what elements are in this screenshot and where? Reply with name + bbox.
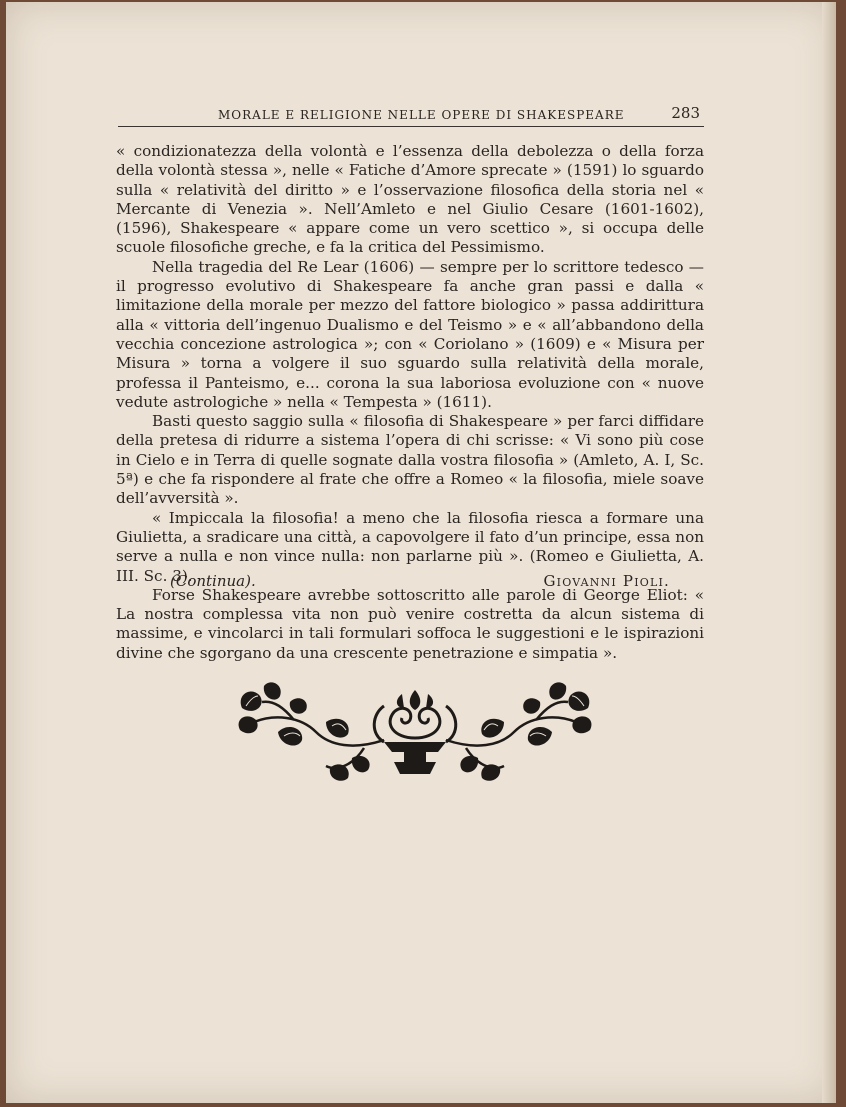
paragraph: « Impiccala la filosofia! a meno che la filosofia riesca a formare una Giulietta, a sradicare una città, a capovolgere il fato d’un principe, essa non serve a nulla e non vince nulla: non parlarne più ». (Romeo e Giulietta, A. III. Sc. 3). bbox=[116, 508, 704, 585]
paragraph: « condizionatezza della volontà e l’essenza della debolezza o della forza della volontà stessa », nelle « Fatiche d’Amore sprecate » (1591) lo sguardo sulla « relatività del diritto » e l’osservazione filosofica della storia nel « Mercante di Venezia ». Nell’Amleto e nel Giulio Cesare (1601-1602), (1596), Shakespeare « appare come un vero scettico », si occupa delle scuole filosofiche greche, e fa la critica del Pessimismo. bbox=[116, 142, 704, 257]
paragraph: Basti questo saggio sulla « filosofia di Shakespeare » per farci diffidare della pretesa di ridurre a sistema l’opera di chi scrisse: « Vi sono più cose in Cielo e in Terra di quelle sognate dalla vostra filosofia » (Amleto, A. I, Sc. 5ª) e che fa rispondere al frate che offre a Romeo « la filosofia, miele soave dell’avversità ». bbox=[116, 412, 704, 508]
paragraph: Forse Shakespeare avrebbe sottoscritto alle parole di George Eliot: « La nostra complessa vita non può venire costretta da alcun sistema di massime, e vincolarci in tali formulari soffoca le suggestioni e le ispirazioni divine che sgorgano da una crescente penetrazione e simpatia ». bbox=[116, 585, 704, 662]
author-signature: Giovanni Pioli. bbox=[543, 572, 670, 590]
page-edge bbox=[822, 2, 836, 1103]
floral-lamp-ornament-icon bbox=[234, 680, 596, 784]
signature-line bbox=[116, 570, 704, 592]
paragraph: Nella tragedia del Re Lear (1606) — sempre per lo scrittore tedesco — il progresso evolutivo di Shakespeare fa anche gran passi e dalla « limitazione della morale per mezzo del fattore biologico » passa addirittura alla « vittoria dell’ingenuo Dualismo e del Teismo » e « all’abbandono della vecchia concezione astrologica »; con « Coriolano » (1609) e « Misura per Misura » torna a volgere il suo sguardo sulla relatività della morale, professa il Panteismo, e... corona la sua laboriosa evoluzione con « nuove vedute astrologiche » nella « Tempesta » (1611). bbox=[116, 257, 704, 411]
continua-note: (Continua). bbox=[170, 572, 256, 590]
page-number: 283 bbox=[671, 104, 700, 122]
running-head bbox=[118, 106, 704, 127]
running-head-title: MORALE E RELIGIONE NELLE OPERE DI SHAKESPEARE bbox=[218, 108, 625, 122]
book-page bbox=[6, 2, 836, 1103]
